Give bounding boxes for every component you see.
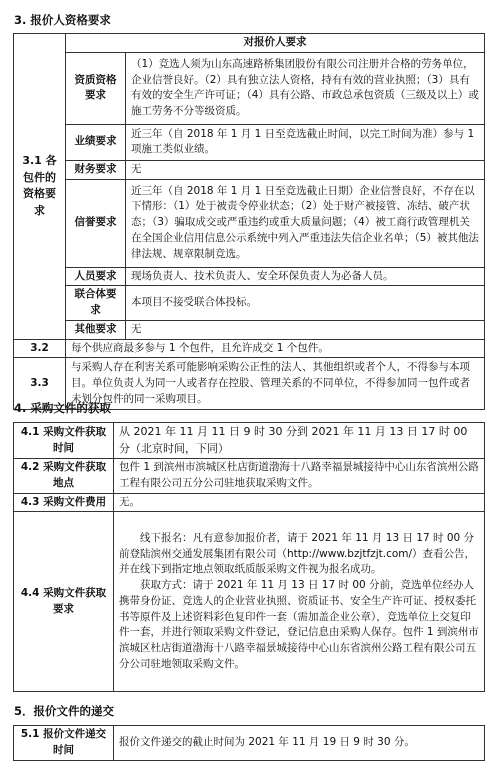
row-text: 每个供应商最多参与 1 个包件，且允许成交 1 个包件。 [66,339,485,358]
table-row [14,726,485,761]
row-label: 4.4 采购文件获取要求 [14,512,114,692]
table-row [14,459,485,494]
table-row [14,512,485,692]
procurement-table [13,422,485,692]
table-row [14,320,485,339]
table-row [14,160,485,179]
section-3-title: 3. 报价人资格要求 [14,13,111,27]
row-label: 5.1 报价文件递交时间 [14,726,114,761]
row-label: 其他要求 [66,320,126,339]
row-label: 3.3 [14,358,66,410]
section-4-title: 4. 采购文件的获取 [14,401,111,415]
row-text: 报价文件递交的截止时间为 2021 年 11 月 19 日 9 时 30 分。 [114,726,485,761]
table-row [14,179,485,267]
table-header: 对报价人要求 [66,34,485,53]
table-row [14,34,485,53]
row-text: 与采购人存在利害关系可能影响采购公正性的法人、其他组织或者个人，不得参与本项目。单位负责人为同一人或者存在控股、管理关系的不同单位，不得参加同一包件或者未划分包件的同一采购项目。 [66,358,485,410]
section-5-title: 5．报价文件的递交 [14,704,115,718]
row-label: 3.2 [14,339,66,358]
paragraph: 线下报名：凡有意参加报价者，请于 2021 年 11 月 13 日 17 时 00 分前登陆滨州交通发展集团有限公司（http://www.bzjtfzjt.com/）查看公告，并在线下到指定地点领取纸质版采购文件视为报名成功。 [119,531,476,576]
row-label: 联合体要求 [66,286,126,321]
row-text: 本项目不接受联合体投标。 [126,286,485,321]
row-label: 4.3 采购文件费用 [14,493,114,512]
row-label: 业绩要求 [66,124,126,160]
row-label: 4.1 采购文件获取时间 [14,423,114,459]
row-text: 无 [126,160,485,179]
row-text: （1）竞选人须为山东高速路桥集团股份有限公司注册并合格的劳务单位，企业信誉良好。（2）具有独立法人资格，持有有效的营业执照；（3）具有有效的安全生产许可证；（4）具有公路、市政总承包资质（三级及以上）或施工劳务不分等级资质。 [126,52,485,124]
table-row [14,267,485,286]
table-row [14,286,485,321]
row-text: 包件 1 到滨州市滨城区杜店街道渤海十八路幸福景城接待中心山东省滨州公路工程有限公司五分公司驻地获取采购文件。 [114,459,485,494]
row-label: 财务要求 [66,160,126,179]
row-label: 信誉要求 [66,179,126,267]
table-row [14,124,485,160]
table-row [14,423,485,459]
table-row [14,52,485,124]
row-text: 从 2021 年 11 月 11 日 9 时 30 分到 2021 年 11 月 13 日 17 时 00 分（北京时间，下同） [114,423,485,459]
row-text [114,512,485,692]
row-text: 近三年（自 2018 年 1 月 1 日至竞选截止时间，以完工时间为准）参与 1 项施工类似业绩。 [126,124,485,160]
row-label: 资质资格要求 [66,52,126,124]
table-row [14,339,485,358]
paragraph: 获取方式：请于 2021 年 11 月 13 日 17 时 00 分前，竞选单位经办人携带身份证、竞选人的企业营业执照、资质证书、安全生产许可证、授权委托书等原件及上述资料彩色复印件一套（需加盖企业公章），竞选单位上交复印件一套，并进行领取采购文件登记，登记信息由采购人保存。包件 1 到滨州市滨城区杜店街道渤海十八路幸福景城接待中心山东省滨州公路工程有限公司五分公司驻地领取采购文件。 [119,579,479,670]
group-label: 3.1 各包件的资格要求 [14,34,66,340]
qualification-table [13,33,485,410]
row-text: 现场负责人、技术负责人、安全环保负责人为必备人员。 [126,267,485,286]
submission-table [13,725,485,761]
table-row [14,493,485,512]
row-text: 无 [126,320,485,339]
row-label: 4.2 采购文件获取地点 [14,459,114,494]
row-text: 无。 [114,493,485,512]
row-text: 近三年（自 2018 年 1 月 1 日至竞选截止日期）企业信誉良好，不存在以下情形：（1）处于被责令停业状态；（2）处于财产被接管、冻结、破产状态；（3）骗取成交或严重违约或重大质量问题；（4）被工商行政管理机关在全国企业信用信息公示系统中列入严重违法失信企业名单；（5）被其他法律法规、规章限制竞选。 [126,179,485,267]
row-label: 人员要求 [66,267,126,286]
